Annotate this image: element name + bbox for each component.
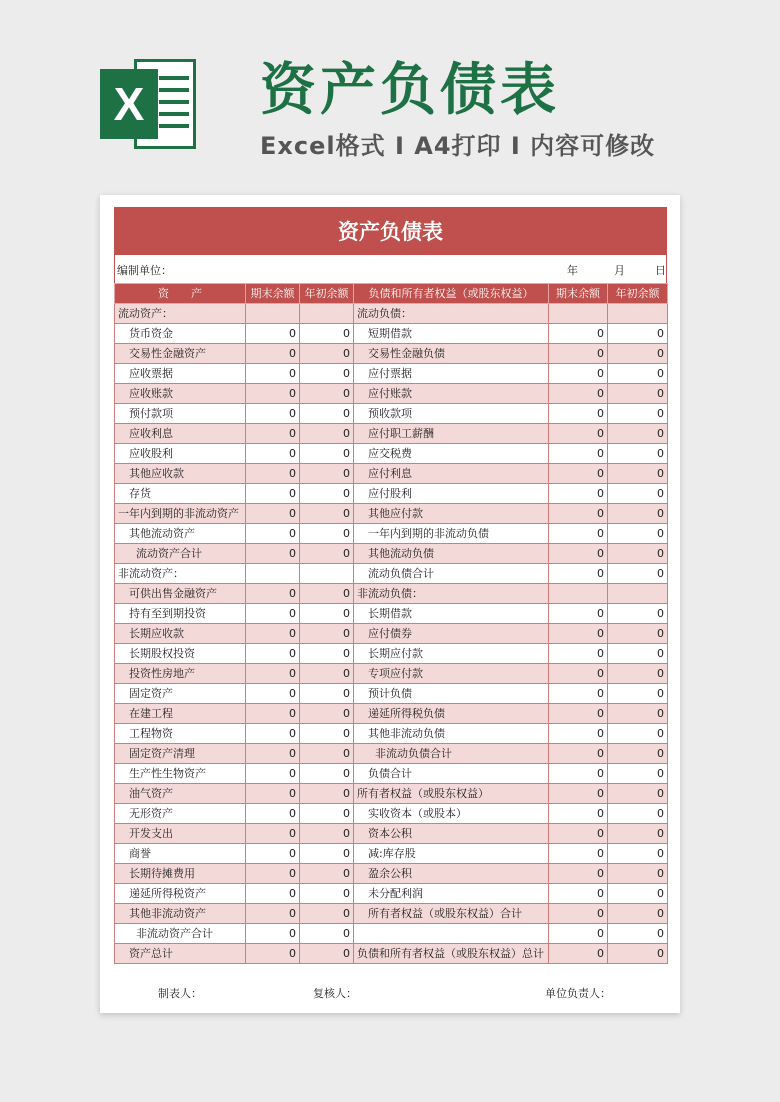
liability-end-balance-cell[interactable]: 0 <box>549 724 608 744</box>
asset-name-cell[interactable]: 应收股利 <box>115 444 246 464</box>
liability-end-balance-cell[interactable]: 0 <box>549 844 608 864</box>
header-asset-begin-balance: 年初余额 <box>300 284 354 304</box>
table-row <box>115 704 668 724</box>
liability-end-balance-cell[interactable]: 0 <box>549 564 608 584</box>
table-row <box>115 644 668 664</box>
liability-name-cell[interactable]: 交易性金融负债 <box>354 344 549 364</box>
liability-name-cell[interactable]: 应付账款 <box>354 384 549 404</box>
asset-name-cell[interactable]: 固定资产清理 <box>115 744 246 764</box>
header-liab-begin-balance: 年初余额 <box>608 284 668 304</box>
asset-name-cell[interactable]: 生产性生物资产 <box>115 764 246 784</box>
liability-end-balance-cell[interactable]: 0 <box>549 424 608 444</box>
asset-name-cell[interactable]: 应收利息 <box>115 424 246 444</box>
asset-begin-balance-cell[interactable]: 0 <box>300 804 354 824</box>
header-liabilities-equity: 负债和所有者权益（或股东权益） <box>354 284 549 304</box>
asset-name-cell[interactable]: 投资性房地产 <box>115 664 246 684</box>
liability-begin-balance-cell[interactable]: 0 <box>608 644 668 664</box>
document-paper <box>100 195 680 1013</box>
liability-name-cell[interactable]: 应付利息 <box>354 464 549 484</box>
liability-end-balance-cell[interactable]: 0 <box>549 364 608 384</box>
header-row <box>115 284 668 304</box>
asset-begin-balance-cell[interactable]: 0 <box>300 844 354 864</box>
liability-end-balance-cell[interactable]: 0 <box>549 404 608 424</box>
liability-end-balance-cell[interactable]: 0 <box>549 924 608 944</box>
liability-name-cell[interactable]: 短期借款 <box>354 324 549 344</box>
liability-name-cell[interactable]: 减:库存股 <box>354 844 549 864</box>
balance-sheet <box>114 207 667 964</box>
asset-begin-balance-cell[interactable]: 0 <box>300 444 354 464</box>
liability-name-cell[interactable]: 长期借款 <box>354 604 549 624</box>
asset-begin-balance-cell[interactable]: 0 <box>300 824 354 844</box>
asset-begin-balance-cell[interactable]: 0 <box>300 644 354 664</box>
liability-name-cell[interactable]: 应交税费 <box>354 444 549 464</box>
asset-begin-balance-cell[interactable]: 0 <box>300 344 354 364</box>
liability-begin-balance-cell[interactable]: 0 <box>608 904 668 924</box>
liability-end-balance-cell[interactable]: 0 <box>549 524 608 544</box>
asset-end-balance-cell[interactable]: 0 <box>246 324 300 344</box>
liability-begin-balance-cell[interactable]: 0 <box>608 404 668 424</box>
asset-name-cell[interactable]: 预付款项 <box>115 404 246 424</box>
table-row <box>115 624 668 644</box>
table-row <box>115 684 668 704</box>
asset-end-balance-cell[interactable]: 0 <box>246 664 300 684</box>
asset-name-cell[interactable]: 在建工程 <box>115 704 246 724</box>
liability-end-balance-cell[interactable]: 0 <box>549 824 608 844</box>
asset-name-cell[interactable]: 货币资金 <box>115 324 246 344</box>
liability-begin-balance-cell[interactable]: 0 <box>608 704 668 724</box>
table-row <box>115 744 668 764</box>
asset-begin-balance-cell[interactable]: 0 <box>300 324 354 344</box>
asset-name-cell[interactable]: 持有至到期投资 <box>115 604 246 624</box>
asset-end-balance-cell[interactable]: 0 <box>246 644 300 664</box>
table-row <box>115 424 668 444</box>
asset-begin-balance-cell[interactable]: 0 <box>300 664 354 684</box>
liability-name-cell[interactable]: 所有者权益（或股东权益）合计 <box>354 904 549 924</box>
table-row <box>115 384 668 404</box>
asset-end-balance-cell[interactable]: 0 <box>246 584 300 604</box>
asset-end-balance-cell[interactable]: 0 <box>246 384 300 404</box>
asset-begin-balance-cell[interactable] <box>300 304 354 324</box>
table-body <box>115 304 668 964</box>
liability-begin-balance-cell[interactable]: 0 <box>608 784 668 804</box>
liability-name-cell[interactable]: 非流动负债： <box>354 584 549 604</box>
table-row <box>115 864 668 884</box>
asset-name-cell[interactable]: 其他非流动资产 <box>115 904 246 924</box>
liability-begin-balance-cell[interactable]: 0 <box>608 324 668 344</box>
liability-name-cell[interactable]: 流动负债： <box>354 304 549 324</box>
asset-end-balance-cell[interactable]: 0 <box>246 604 300 624</box>
liability-name-cell[interactable]: 应付职工薪酬 <box>354 424 549 444</box>
table-row <box>115 564 668 584</box>
asset-name-cell[interactable]: 开发支出 <box>115 824 246 844</box>
liability-name-cell[interactable]: 应付股利 <box>354 484 549 504</box>
liability-name-cell[interactable]: 资本公积 <box>354 824 549 844</box>
table-row <box>115 304 668 324</box>
asset-begin-balance-cell[interactable]: 0 <box>300 504 354 524</box>
liability-begin-balance-cell[interactable]: 0 <box>608 824 668 844</box>
liability-end-balance-cell[interactable]: 0 <box>549 944 608 964</box>
asset-end-balance-cell[interactable]: 0 <box>246 884 300 904</box>
table-row <box>115 344 668 364</box>
liability-begin-balance-cell[interactable]: 0 <box>608 604 668 624</box>
asset-end-balance-cell[interactable]: 0 <box>246 744 300 764</box>
liability-begin-balance-cell[interactable]: 0 <box>608 544 668 564</box>
asset-begin-balance-cell[interactable]: 0 <box>300 924 354 944</box>
table-row <box>115 664 668 684</box>
liability-end-balance-cell[interactable]: 0 <box>549 384 608 404</box>
asset-begin-balance-cell[interactable]: 0 <box>300 604 354 624</box>
table-row <box>115 524 668 544</box>
asset-begin-balance-cell[interactable]: 0 <box>300 764 354 784</box>
liability-end-balance-cell[interactable]: 0 <box>549 624 608 644</box>
liability-begin-balance-cell[interactable]: 0 <box>608 864 668 884</box>
table-row <box>115 844 668 864</box>
asset-name-cell[interactable]: 资产总计 <box>115 944 246 964</box>
liability-begin-balance-cell[interactable] <box>608 584 668 604</box>
liability-begin-balance-cell[interactable]: 0 <box>608 484 668 504</box>
preparer-label: 制表人： <box>158 987 202 1000</box>
table-row <box>115 724 668 744</box>
table-row <box>115 604 668 624</box>
asset-begin-balance-cell[interactable]: 0 <box>300 864 354 884</box>
header-liab-end-balance: 期末余额 <box>549 284 608 304</box>
liability-end-balance-cell[interactable]: 0 <box>549 904 608 924</box>
liability-begin-balance-cell[interactable]: 0 <box>608 944 668 964</box>
asset-begin-balance-cell[interactable]: 0 <box>300 684 354 704</box>
asset-begin-balance-cell[interactable] <box>300 564 354 584</box>
asset-end-balance-cell[interactable]: 0 <box>246 764 300 784</box>
asset-end-balance-cell[interactable]: 0 <box>246 364 300 384</box>
asset-begin-balance-cell[interactable]: 0 <box>300 944 354 964</box>
liability-name-cell[interactable]: 其他非流动负债 <box>354 724 549 744</box>
excel-logo-letter: X <box>100 69 158 139</box>
table-row <box>115 404 668 424</box>
asset-name-cell[interactable]: 存货 <box>115 484 246 504</box>
asset-name-cell[interactable]: 交易性金融资产 <box>115 344 246 364</box>
asset-end-balance-cell[interactable]: 0 <box>246 844 300 864</box>
asset-begin-balance-cell[interactable]: 0 <box>300 384 354 404</box>
table-row <box>115 584 668 604</box>
liability-end-balance-cell[interactable]: 0 <box>549 324 608 344</box>
asset-end-balance-cell[interactable]: 0 <box>246 944 300 964</box>
table-row <box>115 364 668 384</box>
asset-end-balance-cell[interactable]: 0 <box>246 684 300 704</box>
liability-name-cell[interactable]: 预收款项 <box>354 404 549 424</box>
asset-begin-balance-cell[interactable]: 0 <box>300 624 354 644</box>
liability-name-cell[interactable]: 未分配利润 <box>354 884 549 904</box>
asset-end-balance-cell[interactable]: 0 <box>246 424 300 444</box>
table-row <box>115 884 668 904</box>
liability-end-balance-cell[interactable]: 0 <box>549 604 608 624</box>
table-row <box>115 464 668 484</box>
asset-name-cell[interactable]: 工程物资 <box>115 724 246 744</box>
banner-title: 资产负债表 <box>260 58 560 123</box>
asset-begin-balance-cell[interactable]: 0 <box>300 704 354 724</box>
liability-begin-balance-cell[interactable]: 0 <box>608 884 668 904</box>
asset-name-cell[interactable]: 无形资产 <box>115 804 246 824</box>
asset-name-cell[interactable]: 递延所得税资产 <box>115 884 246 904</box>
asset-begin-balance-cell[interactable]: 0 <box>300 584 354 604</box>
liability-name-cell[interactable]: 应付债券 <box>354 624 549 644</box>
liability-begin-balance-cell[interactable]: 0 <box>608 464 668 484</box>
table-row <box>115 504 668 524</box>
banner <box>0 0 780 190</box>
liability-name-cell[interactable]: 实收资本（或股本） <box>354 804 549 824</box>
banner-subtitle: Excel格式 I A4打印 I 内容可修改 <box>260 132 656 160</box>
liability-begin-balance-cell[interactable] <box>608 304 668 324</box>
liability-end-balance-cell[interactable]: 0 <box>549 864 608 884</box>
liability-end-balance-cell[interactable]: 0 <box>549 344 608 364</box>
liability-begin-balance-cell[interactable]: 0 <box>608 924 668 944</box>
asset-begin-balance-cell[interactable]: 0 <box>300 904 354 924</box>
asset-end-balance-cell[interactable]: 0 <box>246 344 300 364</box>
asset-name-cell[interactable]: 应收票据 <box>115 364 246 384</box>
liability-name-cell[interactable]: 其他应付款 <box>354 504 549 524</box>
asset-end-balance-cell[interactable]: 0 <box>246 924 300 944</box>
asset-end-balance-cell[interactable]: 0 <box>246 804 300 824</box>
table-row <box>115 444 668 464</box>
header-asset-end-balance: 期末余额 <box>246 284 300 304</box>
asset-name-cell[interactable]: 一年内到期的非流动资产 <box>115 504 246 524</box>
asset-begin-balance-cell[interactable]: 0 <box>300 404 354 424</box>
liability-end-balance-cell[interactable]: 0 <box>549 444 608 464</box>
liability-end-balance-cell[interactable]: 0 <box>549 764 608 784</box>
liability-begin-balance-cell[interactable]: 0 <box>608 764 668 784</box>
asset-end-balance-cell[interactable]: 0 <box>246 504 300 524</box>
header-assets: 资 产 <box>115 284 246 304</box>
table-row <box>115 804 668 824</box>
asset-end-balance-cell[interactable] <box>246 564 300 584</box>
liability-end-balance-cell[interactable]: 0 <box>549 784 608 804</box>
liability-begin-balance-cell[interactable]: 0 <box>608 384 668 404</box>
asset-end-balance-cell[interactable]: 0 <box>246 464 300 484</box>
asset-end-balance-cell[interactable]: 0 <box>246 784 300 804</box>
asset-end-balance-cell[interactable]: 0 <box>246 524 300 544</box>
liability-begin-balance-cell[interactable]: 0 <box>608 524 668 544</box>
liability-begin-balance-cell[interactable]: 0 <box>608 344 668 364</box>
asset-name-cell[interactable]: 其他流动资产 <box>115 524 246 544</box>
asset-name-cell[interactable]: 固定资产 <box>115 684 246 704</box>
asset-end-balance-cell[interactable]: 0 <box>246 484 300 504</box>
liability-name-cell[interactable] <box>354 924 549 944</box>
asset-name-cell[interactable]: 流动资产： <box>115 304 246 324</box>
liability-begin-balance-cell[interactable]: 0 <box>608 364 668 384</box>
table-row <box>115 324 668 344</box>
asset-name-cell[interactable]: 流动资产合计 <box>115 544 246 564</box>
asset-begin-balance-cell[interactable]: 0 <box>300 724 354 744</box>
asset-end-balance-cell[interactable]: 0 <box>246 624 300 644</box>
asset-name-cell[interactable]: 可供出售金融资产 <box>115 584 246 604</box>
table-row <box>115 904 668 924</box>
table-row <box>115 824 668 844</box>
asset-name-cell[interactable]: 非流动资产合计 <box>115 924 246 944</box>
liability-name-cell[interactable]: 所有者权益（或股东权益） <box>354 784 549 804</box>
liability-end-balance-cell[interactable]: 0 <box>549 884 608 904</box>
liability-end-balance-cell[interactable] <box>549 304 608 324</box>
liability-end-balance-cell[interactable]: 0 <box>549 644 608 664</box>
asset-begin-balance-cell[interactable]: 0 <box>300 884 354 904</box>
unit-label: 编制单位： <box>117 264 172 277</box>
asset-name-cell[interactable]: 非流动资产： <box>115 564 246 584</box>
liability-begin-balance-cell[interactable]: 0 <box>608 424 668 444</box>
asset-end-balance-cell[interactable]: 0 <box>246 704 300 724</box>
asset-begin-balance-cell[interactable]: 0 <box>300 784 354 804</box>
asset-name-cell[interactable]: 其他应收款 <box>115 464 246 484</box>
liability-end-balance-cell[interactable]: 0 <box>549 464 608 484</box>
asset-name-cell[interactable]: 长期应收款 <box>115 624 246 644</box>
asset-end-balance-cell[interactable]: 0 <box>246 404 300 424</box>
liability-name-cell[interactable]: 专项应付款 <box>354 664 549 684</box>
asset-begin-balance-cell[interactable]: 0 <box>300 424 354 444</box>
liability-begin-balance-cell[interactable]: 0 <box>608 724 668 744</box>
asset-name-cell[interactable]: 油气资产 <box>115 784 246 804</box>
liability-end-balance-cell[interactable]: 0 <box>549 484 608 504</box>
liability-begin-balance-cell[interactable]: 0 <box>608 564 668 584</box>
liability-name-cell[interactable]: 其他流动负债 <box>354 544 549 564</box>
balance-table <box>114 283 668 964</box>
liability-begin-balance-cell[interactable]: 0 <box>608 664 668 684</box>
liability-name-cell[interactable]: 负债合计 <box>354 764 549 784</box>
liability-begin-balance-cell[interactable]: 0 <box>608 844 668 864</box>
asset-begin-balance-cell[interactable]: 0 <box>300 484 354 504</box>
table-row <box>115 544 668 564</box>
asset-begin-balance-cell[interactable]: 0 <box>300 744 354 764</box>
asset-end-balance-cell[interactable] <box>246 304 300 324</box>
liability-end-balance-cell[interactable]: 0 <box>549 684 608 704</box>
liability-name-cell[interactable]: 递延所得税负债 <box>354 704 549 724</box>
liability-begin-balance-cell[interactable]: 0 <box>608 684 668 704</box>
asset-begin-balance-cell[interactable]: 0 <box>300 364 354 384</box>
month-label: 月 <box>614 264 625 277</box>
asset-begin-balance-cell[interactable]: 0 <box>300 524 354 544</box>
asset-end-balance-cell[interactable]: 0 <box>246 724 300 744</box>
unit-head-label: 单位负责人： <box>545 987 611 1000</box>
liability-name-cell[interactable]: 应付票据 <box>354 364 549 384</box>
liability-name-cell[interactable]: 流动负债合计 <box>354 564 549 584</box>
liability-name-cell[interactable]: 盈余公积 <box>354 864 549 884</box>
table-row <box>115 764 668 784</box>
liability-begin-balance-cell[interactable]: 0 <box>608 624 668 644</box>
liability-name-cell[interactable]: 一年内到期的非流动负债 <box>354 524 549 544</box>
asset-end-balance-cell[interactable]: 0 <box>246 864 300 884</box>
asset-end-balance-cell[interactable]: 0 <box>246 544 300 564</box>
table-row <box>115 944 668 964</box>
asset-name-cell[interactable]: 长期股权投资 <box>115 644 246 664</box>
liability-name-cell[interactable]: 非流动负债合计 <box>354 744 549 764</box>
asset-end-balance-cell[interactable]: 0 <box>246 824 300 844</box>
asset-begin-balance-cell[interactable]: 0 <box>300 464 354 484</box>
liability-end-balance-cell[interactable]: 0 <box>549 804 608 824</box>
liability-begin-balance-cell[interactable]: 0 <box>608 504 668 524</box>
liability-begin-balance-cell[interactable]: 0 <box>608 744 668 764</box>
liability-begin-balance-cell[interactable]: 0 <box>608 444 668 464</box>
sheet-title: 资产负债表 <box>114 207 667 255</box>
liability-end-balance-cell[interactable]: 0 <box>549 504 608 524</box>
liability-begin-balance-cell[interactable]: 0 <box>608 804 668 824</box>
unit-row <box>114 255 667 283</box>
excel-logo-icon <box>100 55 200 153</box>
liability-end-balance-cell[interactable]: 0 <box>549 704 608 724</box>
liability-end-balance-cell[interactable]: 0 <box>549 664 608 684</box>
liability-name-cell[interactable]: 负债和所有者权益（或股东权益）总计 <box>354 944 549 964</box>
liability-end-balance-cell[interactable]: 0 <box>549 744 608 764</box>
table-row <box>115 924 668 944</box>
year-label: 年 <box>567 264 578 277</box>
table-row <box>115 484 668 504</box>
asset-end-balance-cell[interactable]: 0 <box>246 904 300 924</box>
liability-name-cell[interactable]: 预计负债 <box>354 684 549 704</box>
asset-name-cell[interactable]: 应收账款 <box>115 384 246 404</box>
liability-end-balance-cell[interactable]: 0 <box>549 544 608 564</box>
liability-name-cell[interactable]: 长期应付款 <box>354 644 549 664</box>
asset-name-cell[interactable]: 长期待摊费用 <box>115 864 246 884</box>
day-label: 日 <box>655 264 666 277</box>
reviewer-label: 复核人： <box>313 987 357 1000</box>
table-row <box>115 784 668 804</box>
asset-name-cell[interactable]: 商誉 <box>115 844 246 864</box>
asset-begin-balance-cell[interactable]: 0 <box>300 544 354 564</box>
liability-end-balance-cell[interactable] <box>549 584 608 604</box>
asset-end-balance-cell[interactable]: 0 <box>246 444 300 464</box>
